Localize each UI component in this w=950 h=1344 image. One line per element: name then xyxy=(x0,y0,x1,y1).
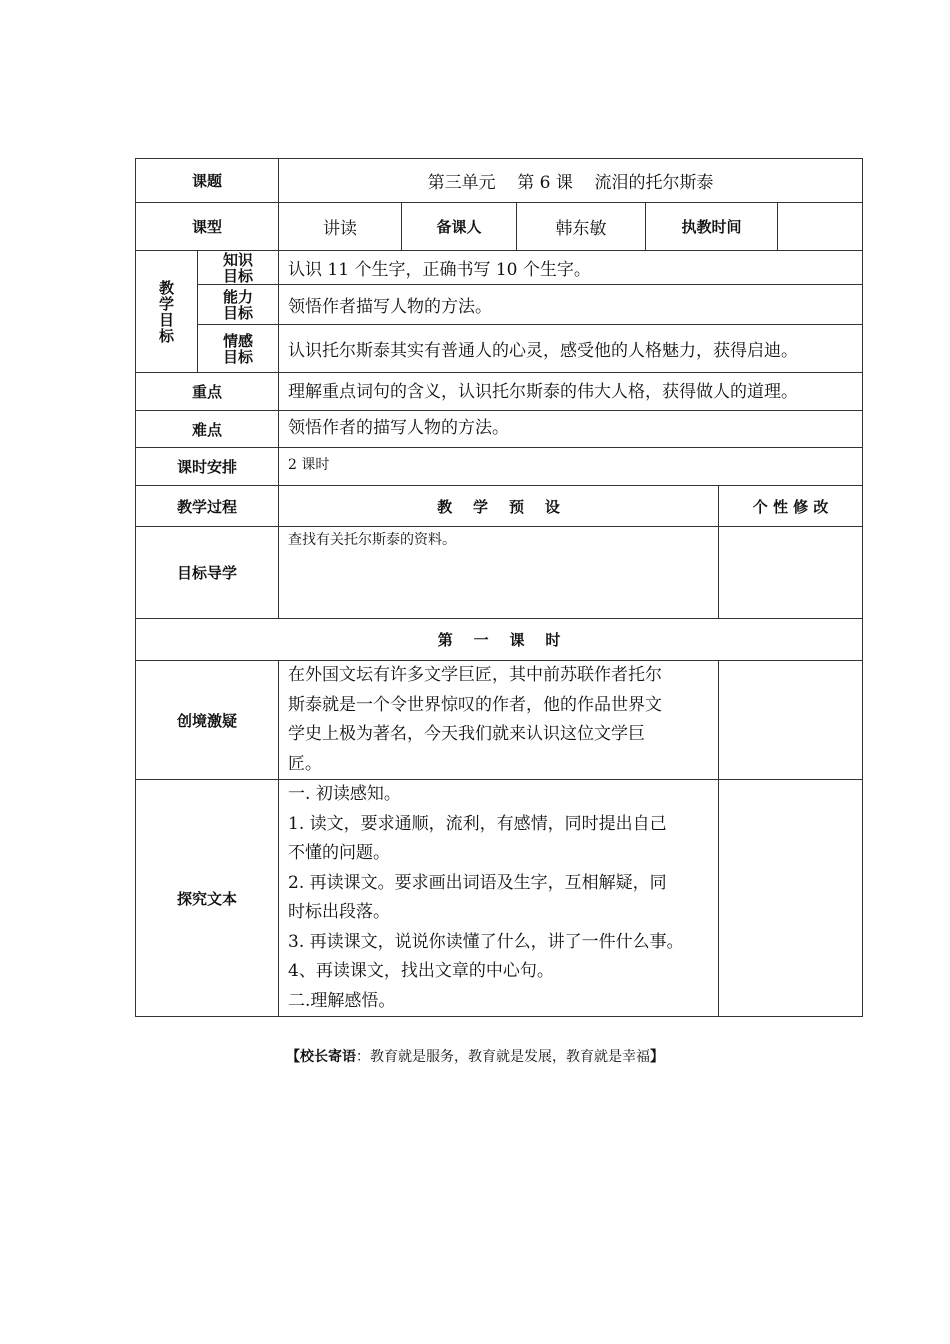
footer-open-bracket: 【 xyxy=(286,1049,300,1065)
situation-line: 斯泰就是一个令世界惊叹的作者，他的作品世界文 xyxy=(288,694,663,715)
process-header-row xyxy=(136,486,863,527)
goal-row-ability xyxy=(136,285,863,325)
preparer-label: 备课人 xyxy=(402,203,517,251)
topic-row xyxy=(136,159,863,203)
difficulty-row xyxy=(136,411,863,448)
goal-label-line: 能力 xyxy=(223,287,254,306)
goal-row-emotion xyxy=(136,325,863,373)
explore-line: 时标出段落。 xyxy=(288,902,391,922)
guide-text: 查找有关托尔斯泰的资料。 xyxy=(279,527,719,619)
goal-label-line: 目标 xyxy=(223,347,254,366)
preparer-value: 韩东敏 xyxy=(517,203,646,251)
goals-label-char: 目 xyxy=(158,310,174,329)
goal-emotion-label xyxy=(198,325,279,373)
first-lesson-title: 第 一 课 时 xyxy=(136,619,863,661)
goals-label-char: 标 xyxy=(158,326,174,345)
goal-ability-label xyxy=(198,285,279,325)
footer-message-text: ：教育就是服务，教育就是发展，教育就是幸福 xyxy=(356,1049,650,1065)
goal-row-knowledge xyxy=(136,251,863,285)
difficulty-label: 难点 xyxy=(136,411,279,448)
situation-label: 创境激疑 xyxy=(136,661,279,780)
schedule-label: 课时安排 xyxy=(136,448,279,486)
lesson-plan-table xyxy=(135,158,863,1017)
footer-bold-label: 校长寄语 xyxy=(300,1049,356,1065)
design-header: 教 学 预 设 xyxy=(279,486,719,527)
time-value xyxy=(778,203,863,251)
guide-row xyxy=(136,527,863,619)
guide-label: 目标导学 xyxy=(136,527,279,619)
goals-label xyxy=(136,251,198,373)
goal-label-line: 知识 xyxy=(223,250,254,269)
key-point-label: 重点 xyxy=(136,373,279,411)
key-point-row xyxy=(136,373,863,411)
goals-label-char: 学 xyxy=(158,294,174,313)
situation-line: 学史上极为著名，今天我们就来认识这位文学巨 xyxy=(288,724,646,744)
situation-modify-cell xyxy=(719,661,863,780)
situation-line: 匠。 xyxy=(288,753,323,774)
explore-line: 二.理解感悟。 xyxy=(288,990,396,1011)
explore-line: 一. 初读感知。 xyxy=(288,784,401,804)
guide-modify-cell xyxy=(719,527,863,619)
process-label: 教学过程 xyxy=(136,486,279,527)
principal-message xyxy=(0,1046,950,1066)
explore-label: 探究文本 xyxy=(136,780,279,1017)
goal-label-line: 目标 xyxy=(223,266,254,285)
schedule-text: 2 课时 xyxy=(279,448,863,486)
first-lesson-row xyxy=(136,619,863,661)
explore-row xyxy=(136,780,863,1017)
situation-row xyxy=(136,661,863,780)
explore-text xyxy=(279,780,719,1017)
situation-text xyxy=(279,661,719,780)
goal-ability-text: 领悟作者描写人物的方法。 xyxy=(279,285,863,325)
modify-header: 个 性 修 改 xyxy=(719,486,863,527)
explore-line: 2. 再读课文。要求画出词语及生字，互相解疑，同 xyxy=(288,872,667,893)
explore-line: 4、再读课文，找出文章的中心句。 xyxy=(288,961,554,981)
key-point-text: 理解重点词句的含义，认识托尔斯泰的伟大人格，获得做人的道理。 xyxy=(279,373,863,411)
goal-label-line: 目标 xyxy=(223,303,254,322)
goal-knowledge-label xyxy=(198,251,279,285)
difficulty-text: 领悟作者的描写人物的方法。 xyxy=(279,411,863,448)
goal-emotion-text: 认识托尔斯泰其实有普通人的心灵，感受他的人格魅力，获得启迪。 xyxy=(279,325,863,373)
goals-label-char: 教 xyxy=(158,278,174,297)
time-label: 执教时间 xyxy=(646,203,778,251)
topic-label: 课题 xyxy=(136,159,279,203)
situation-line: 在外国文坛有许多文学巨匠，其中前苏联作者托尔 xyxy=(288,665,663,685)
footer-close-bracket: 】 xyxy=(650,1049,664,1065)
explore-line: 1. 读文，要求通顺，流利，有感情，同时提出自己 xyxy=(288,813,667,834)
goal-label-line: 情感 xyxy=(223,331,254,350)
explore-line: 不懂的问题。 xyxy=(288,843,391,863)
topic-value: 第三单元 第 6 课 流泪的托尔斯泰 xyxy=(279,159,863,203)
type-row xyxy=(136,203,863,251)
type-label: 课型 xyxy=(136,203,279,251)
explore-line: 3. 再读课文，说说你读懂了什么，讲了一件什么事。 xyxy=(288,931,684,952)
goal-knowledge-text: 认识 11 个生字，正确书写 10 个生字。 xyxy=(279,251,863,285)
schedule-row xyxy=(136,448,863,486)
type-value: 讲读 xyxy=(279,203,402,251)
explore-modify-cell xyxy=(719,780,863,1017)
